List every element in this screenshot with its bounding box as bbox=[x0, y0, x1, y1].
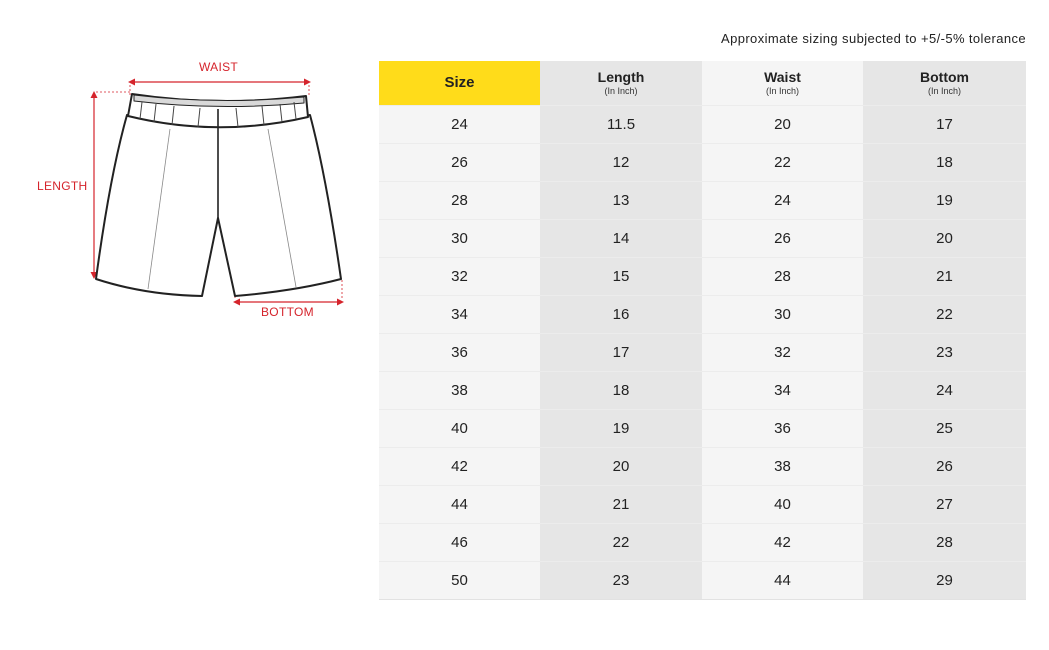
bottom-label: BOTTOM bbox=[261, 305, 314, 319]
header-length-label: Length bbox=[597, 69, 645, 85]
shorts-outline bbox=[96, 94, 341, 296]
cell-waist: 34 bbox=[702, 372, 863, 410]
table-row bbox=[379, 334, 1026, 372]
cell-length: 14 bbox=[540, 220, 702, 258]
cell-size: 30 bbox=[379, 220, 540, 258]
header-bottom bbox=[863, 61, 1026, 106]
cell-waist: 32 bbox=[702, 334, 863, 372]
table-row bbox=[379, 486, 1026, 524]
waist-label: WAIST bbox=[199, 60, 239, 74]
table-row bbox=[379, 296, 1026, 334]
cell-length: 23 bbox=[540, 562, 702, 600]
cell-waist: 44 bbox=[702, 562, 863, 600]
cell-length: 12 bbox=[540, 144, 702, 182]
cell-bottom: 23 bbox=[863, 334, 1026, 372]
cell-size: 46 bbox=[379, 524, 540, 562]
cell-length: 18 bbox=[540, 372, 702, 410]
cell-length: 17 bbox=[540, 334, 702, 372]
cell-bottom: 21 bbox=[863, 258, 1026, 296]
cell-waist: 42 bbox=[702, 524, 863, 562]
table-row bbox=[379, 448, 1026, 486]
cell-bottom: 18 bbox=[863, 144, 1026, 182]
cell-bottom: 20 bbox=[863, 220, 1026, 258]
cell-length: 13 bbox=[540, 182, 702, 220]
cell-size: 36 bbox=[379, 334, 540, 372]
table-body bbox=[379, 106, 1026, 600]
cell-waist: 38 bbox=[702, 448, 863, 486]
cell-length: 15 bbox=[540, 258, 702, 296]
header-length-unit: (In Inch) bbox=[604, 86, 638, 96]
cell-waist: 24 bbox=[702, 182, 863, 220]
cell-length: 20 bbox=[540, 448, 702, 486]
header-length bbox=[540, 61, 702, 106]
header-waist bbox=[702, 61, 863, 106]
cell-bottom: 29 bbox=[863, 562, 1026, 600]
cell-length: 21 bbox=[540, 486, 702, 524]
size-chart-table bbox=[379, 61, 1026, 600]
cell-size: 34 bbox=[379, 296, 540, 334]
cell-waist: 26 bbox=[702, 220, 863, 258]
cell-size: 40 bbox=[379, 410, 540, 448]
cell-bottom: 17 bbox=[863, 106, 1026, 144]
waist-dimension-line bbox=[128, 79, 311, 98]
cell-size: 38 bbox=[379, 372, 540, 410]
cell-size: 42 bbox=[379, 448, 540, 486]
cell-size: 28 bbox=[379, 182, 540, 220]
table-row bbox=[379, 106, 1026, 144]
cell-bottom: 24 bbox=[863, 372, 1026, 410]
cell-waist: 22 bbox=[702, 144, 863, 182]
cell-length: 16 bbox=[540, 296, 702, 334]
table-row bbox=[379, 410, 1026, 448]
cell-waist: 36 bbox=[702, 410, 863, 448]
table-row bbox=[379, 182, 1026, 220]
header-bottom-unit: (In Inch) bbox=[927, 86, 961, 96]
tolerance-note: Approximate sizing subjected to +5/-5% tolerance bbox=[721, 31, 1026, 46]
cell-size: 32 bbox=[379, 258, 540, 296]
table-row bbox=[379, 144, 1026, 182]
cell-size: 44 bbox=[379, 486, 540, 524]
shorts-measurement-diagram bbox=[30, 55, 360, 325]
cell-bottom: 25 bbox=[863, 410, 1026, 448]
header-waist-label: Waist bbox=[764, 69, 801, 85]
cell-bottom: 28 bbox=[863, 524, 1026, 562]
cell-length: 19 bbox=[540, 410, 702, 448]
header-size-label: Size bbox=[444, 74, 475, 91]
cell-size: 24 bbox=[379, 106, 540, 144]
cell-waist: 28 bbox=[702, 258, 863, 296]
cell-bottom: 19 bbox=[863, 182, 1026, 220]
header-size bbox=[379, 61, 540, 106]
table-row bbox=[379, 220, 1026, 258]
cell-waist: 40 bbox=[702, 486, 863, 524]
cell-length: 22 bbox=[540, 524, 702, 562]
table-row bbox=[379, 372, 1026, 410]
table-row bbox=[379, 524, 1026, 562]
cell-length: 11.5 bbox=[540, 106, 702, 144]
cell-bottom: 27 bbox=[863, 486, 1026, 524]
cell-size: 50 bbox=[379, 562, 540, 600]
header-bottom-label: Bottom bbox=[920, 69, 969, 85]
table-row bbox=[379, 562, 1026, 600]
table-header-row bbox=[379, 61, 1026, 106]
cell-bottom: 22 bbox=[863, 296, 1026, 334]
header-waist-unit: (In Inch) bbox=[765, 86, 799, 96]
cell-waist: 30 bbox=[702, 296, 863, 334]
cell-size: 26 bbox=[379, 144, 540, 182]
table-row bbox=[379, 258, 1026, 296]
cell-bottom: 26 bbox=[863, 448, 1026, 486]
cell-waist: 20 bbox=[702, 106, 863, 144]
length-label: LENGTH bbox=[37, 179, 88, 193]
